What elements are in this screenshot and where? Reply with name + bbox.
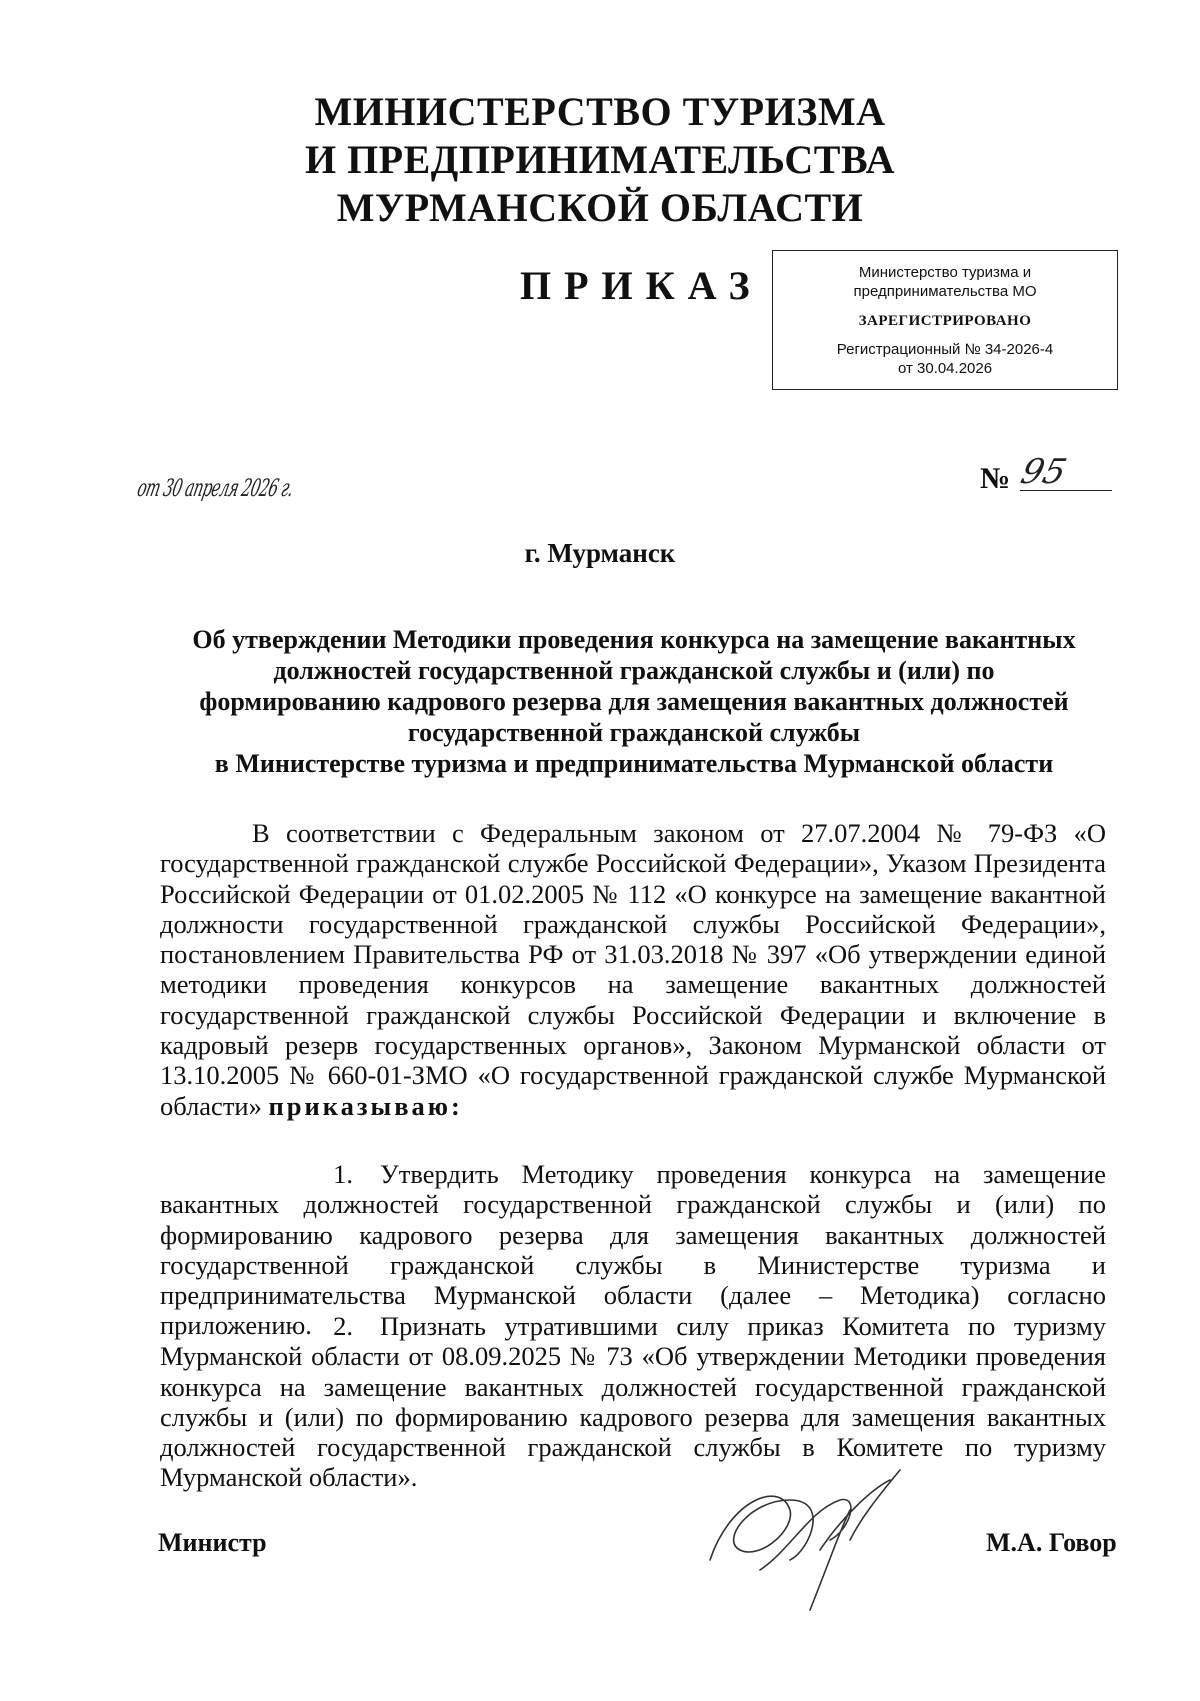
- subject-line: должностей государственной гражданской службы и (или) по: [273, 656, 995, 685]
- signer-position: Министр: [158, 1528, 267, 1557]
- order-number-field: [1016, 452, 1112, 492]
- preamble-command: приказываю:: [268, 1090, 463, 1121]
- item-text: Утвердить Методику проведения конкурса на замещение вакантных должностей государственной гражданской службы и (или) по формированию кадрового резерва для замещения вакантных должностей государственной гражданской службы в Министерстве туризма и предпринимательства Мурманской области (далее – Методика) согласно приложению.: [160, 1159, 1106, 1341]
- stamp-org-line: Министерство туризма и: [858, 264, 1032, 281]
- registration-stamp: [772, 250, 1118, 390]
- ministry-title-line: И ПРЕДПРИНИМАТЕЛЬСТВА: [304, 137, 896, 182]
- ministry-title: [0, 88, 1200, 232]
- stamp-organization: [773, 263, 1117, 301]
- order-number-handwritten: 95: [1016, 452, 1071, 492]
- item-number: 1.: [333, 1159, 353, 1189]
- stamp-org-line: предпринимательства МО: [853, 283, 1037, 300]
- order-number-sign: №: [980, 462, 1011, 495]
- item-text: Признать утратившими силу приказ Комитета по туризму Мурманской области от 08.09.2025 № 73 «Об утверждении Методики проведения конкурса на замещение вакантных должностей государственной гражданской службы и (или) по формированию кадрового резерва для замещения вакантных должностей государственной гражданской службы в Комитете по туризму Мурманской области».: [160, 1311, 1106, 1493]
- subject-line: государственной гражданской службы: [407, 718, 861, 747]
- ministry-title-line: МИНИСТЕРСТВО ТУРИЗМА: [314, 89, 886, 134]
- signer-name: М.А. Говор: [986, 1528, 1117, 1557]
- preamble-text: В соответствии с Федеральным законом от 27.07.2004 № 79-ФЗ «О государственной гражданской службе Российской Федерации», Указом Президента Российской Федерации от 01.02.2005 № 112 «О конкурсе на замещение вакантной должности государственной гражданской службы Российской Федерации», постановлением Правительства РФ от 31.03.2018 № 397 «Об утверждении единой методики проведения конкурсов на замещение вакантных должностей государственной гражданской службы Российской Федерации и включение в кадровый резерв государственных органов», Законом Мурманской области от 13.10.2005 № 660-01-ЗМО «О государственной гражданской службе Мурманской области»: [160, 818, 1106, 1121]
- stamp-reg-date: от 30.04.2026: [897, 360, 993, 377]
- order-date-handwritten: от 30 апреля 2026 г.: [135, 474, 296, 502]
- preamble-paragraph: [160, 818, 1106, 1121]
- item-number: 2.: [333, 1311, 353, 1341]
- stamp-reg-number: Регистрационный № 34-2026-4: [836, 341, 1054, 358]
- order-item: [160, 1311, 1106, 1493]
- handwritten-signature: [700, 1440, 920, 1620]
- stamp-registration: [773, 340, 1117, 378]
- subject-line: в Министерстве туризма и предпринимательства Мурманской области: [214, 749, 1054, 778]
- ministry-title-line: МУРМАНСКОЙ ОБЛАСТИ: [336, 185, 864, 230]
- document-type: ПРИКАЗ: [520, 263, 763, 308]
- stamp-status: ЗАРЕГИСТРИРОВАНО: [858, 313, 1032, 329]
- subject-line: формированию кадрового резерва для замещения вакантных должностей: [199, 687, 1069, 716]
- subject-line: Об утверждении Методики проведения конкурса на замещение вакантных: [192, 625, 1076, 654]
- order-subject: [160, 624, 1108, 779]
- city: г. Мурманск: [524, 538, 676, 568]
